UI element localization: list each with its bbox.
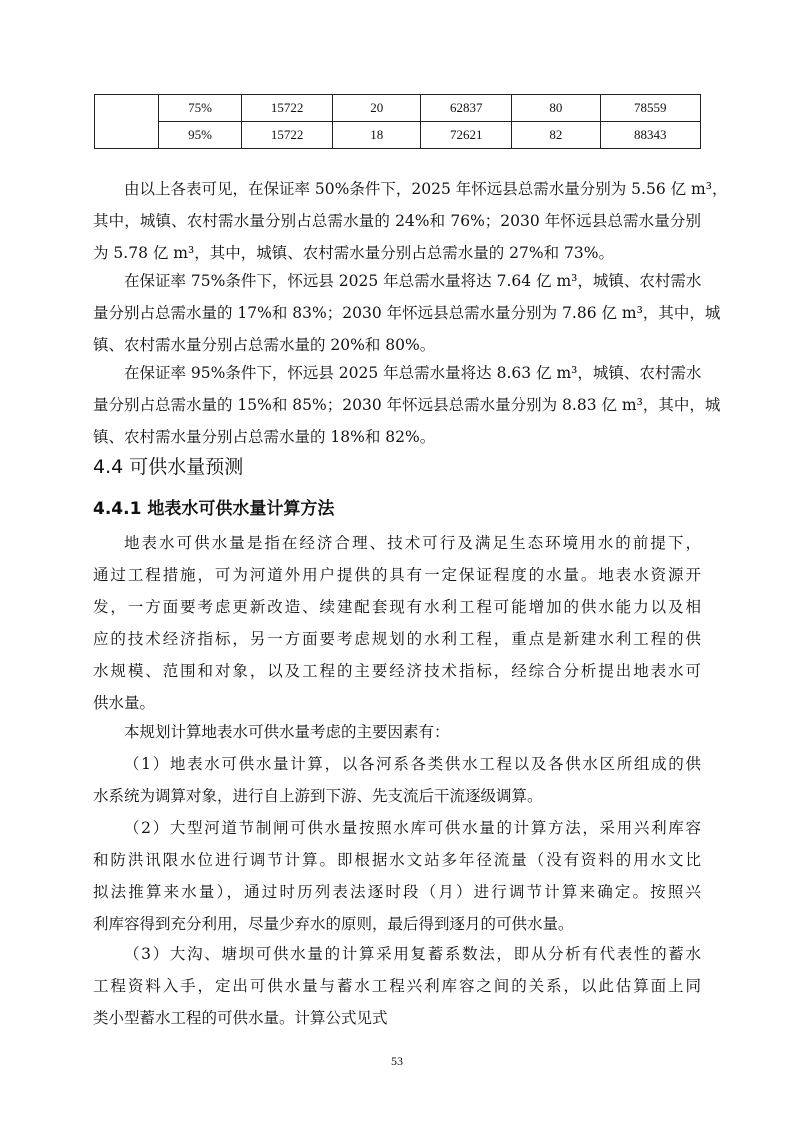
table-cell: 82	[512, 122, 600, 149]
paragraph-summary-95	[93, 357, 721, 453]
text-line: 水规模、范围和对象，以及工程的主要经济技术指标，经综合分析提出地表水可	[93, 662, 701, 680]
text-line: （2）大型河道节制闸可供水量按照水库可供水量的计算方法，采用兴利库容	[124, 819, 701, 837]
text-line: 地表水可供水量是指在经济合理、技术可行及满足生态环境用水的前提下，	[124, 534, 701, 552]
subsection-heading: 4.4.1 地表水可供水量计算方法	[93, 499, 335, 519]
table-cell: 72621	[421, 122, 512, 149]
paragraph-factors-intro	[93, 716, 701, 748]
table-cell: 75%	[159, 95, 242, 122]
text-line: 通过工程措施，可为河道外用户提供的具有一定保证程度的水量。地表水资源开	[93, 566, 701, 584]
paragraph-summary-75	[93, 265, 721, 361]
paragraph-factor-1	[93, 748, 701, 812]
text-line: 供水量。	[93, 694, 156, 712]
table-cell: 15722	[242, 95, 333, 122]
text-line: 为 5.78 亿 m³，其中，城镇、农村需水量分别占总需水量的 27%和 73%。	[93, 244, 614, 262]
table-cell: 95%	[159, 122, 242, 149]
text-line: 在保证率 95%条件下，怀远县 2025 年总需水量将达 8.63 亿 m³，城镇、农村需水	[124, 364, 702, 382]
text-line: 其中，城镇、农村需水量分别占总需水量的 24%和 76%；2030 年怀远县总需水量分别	[93, 212, 701, 230]
text-line: 量分别占总需水量的 15%和 85%；2030 年怀远县总需水量分别为 8.83 亿 m³，其中，城	[93, 396, 721, 414]
table-cell: 78559	[600, 95, 700, 122]
text-line: 类小型蓄水工程的可供水量。计算公式见式	[93, 1009, 388, 1027]
paragraph-factor-3	[93, 938, 701, 1034]
section-heading: 4.4 可供水量预测	[93, 456, 244, 478]
text-line: 由以上各表可见，在保证率 50%条件下，2025 年怀远县总需水量分别为 5.56 亿 m³，	[124, 180, 728, 198]
text-line: 水系统为调算对象，进行自上游到下游、先支流后干流逐级调算。	[93, 787, 543, 805]
table-cell: 88343	[600, 122, 700, 149]
paragraph-definition	[93, 527, 701, 719]
paragraph-summary-50	[93, 173, 728, 269]
text-line: 在保证率 75%条件下，怀远县 2025 年总需水量将达 7.64 亿 m³，城镇、农村需水	[124, 272, 702, 290]
table-row	[95, 95, 701, 122]
table-cell-merged	[95, 95, 159, 149]
text-line: 利库容得到充分利用，尽量少弃水的原则，最后得到逐月的可供水量。	[93, 915, 574, 933]
text-line: （3）大沟、塘坝可供水量的计算采用复蓄系数法，即从分析有代表性的蓄水	[124, 945, 701, 963]
paragraph-factor-2	[93, 812, 701, 940]
table-cell: 18	[333, 122, 421, 149]
text-line: 发，一方面要考虑更新改造、续建配套现有水利工程可能增加的供水能力以及相	[93, 598, 701, 616]
table-cell: 80	[512, 95, 600, 122]
text-line: 应的技术经济指标，另一方面要考虑规划的水利工程，重点是新建水利工程的供	[93, 630, 701, 648]
table-cell: 20	[333, 95, 421, 122]
table-cell: 62837	[421, 95, 512, 122]
text-line: （1）地表水可供水量计算，以各河系各类供水工程以及各供水区所组成的供	[124, 755, 701, 773]
table-row	[95, 122, 701, 149]
text-line: 镇、农村需水量分别占总需水量的 18%和 82%。	[93, 428, 436, 446]
text-line: 镇、农村需水量分别占总需水量的 20%和 80%。	[93, 336, 436, 354]
demand-table	[94, 94, 701, 149]
text-line: 拟法推算来水量），通过时历列表法逐时段（月）进行调节计算来确定。按照兴	[93, 883, 701, 901]
text-line: 本规划计算地表水可供水量考虑的主要因素有：	[124, 723, 450, 741]
text-line: 量分别占总需水量的 17%和 83%；2030 年怀远县总需水量分别为 7.86 亿 m³，其中，城	[93, 304, 721, 322]
page-number: 53	[391, 1054, 403, 1068]
text-line: 工程资料入手，定出可供水量与蓄水工程兴利库容之间的关系，以此估算面上同	[93, 977, 701, 995]
text-line: 和防洪讯限水位进行调节计算。即根据水文站多年径流量（没有资料的用水文比	[93, 851, 701, 869]
table-cell: 15722	[242, 122, 333, 149]
